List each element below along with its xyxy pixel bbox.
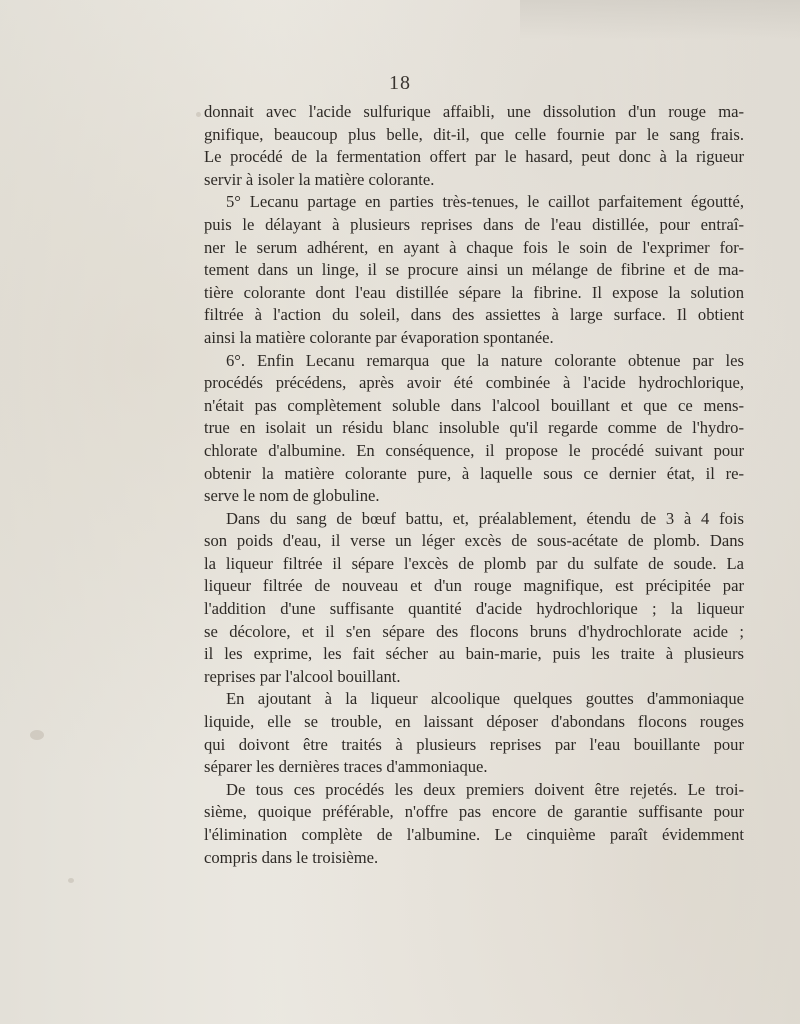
text-line: serve le nom de globuline.: [204, 486, 380, 506]
text-line: reprises par l'alcool bouillant.: [204, 666, 401, 686]
text-line: compris dans le troisième.: [204, 847, 379, 867]
text-line: En ajoutant à la liqueur alcoolique quelques gouttes d'ammoniaque: [226, 689, 744, 709]
text-line: donnait avec l'acide sulfurique affaibli, une dissolution d'un rouge ma-: [204, 102, 744, 121]
text-line: liqueur filtrée de nouveau et d'un rouge magnifique, est précipitée par: [204, 576, 744, 596]
text-line: puis le délayant à plusieurs reprises dans de l'eau distillée, pour entraî-: [204, 214, 744, 234]
text-line: 6°. Enfin Lecanu remarqua que la nature colorante obtenue par les: [226, 350, 744, 370]
text-line: chlorate d'albumine. En conséquence, il propose le procédé suivant pour: [204, 440, 744, 460]
page-number: 18: [389, 72, 411, 94]
text-line: 5° Lecanu partage en parties très-tenues, le caillot parfaitement égoutté,: [226, 192, 744, 212]
text-line: Le procédé de la fermentation offert par le hasard, peut donc à la rigueur: [204, 147, 744, 167]
text-line: ner le serum adhérent, en ayant à chaque fois le soin de l'exprimer for-: [204, 237, 744, 257]
text-line: true en isolait un résidu blanc insoluble qu'il regarde comme de l'hydro-: [204, 418, 744, 438]
text-line: gnifique, beaucoup plus belle, dit-il, que celle fournie par le sang frais.: [204, 124, 744, 144]
text-line: sième, quoique préférable, n'offre pas encore de garantie suffisante pour: [204, 802, 744, 822]
text-line: De tous ces procédés les deux premiers doivent être rejetés. Le troi-: [226, 779, 744, 799]
paragraph: [204, 350, 744, 508]
text-line: filtrée à l'action du soleil, dans des assiettes à large surface. Il obtient: [204, 305, 744, 325]
text-line: tement dans un linge, il se procure ainsi un mélange de fibrine et de ma-: [204, 260, 744, 280]
paragraph: [204, 779, 744, 869]
body-text: [204, 101, 744, 869]
paragraph: [204, 191, 744, 349]
text-line: séparer les dernières traces d'ammoniaque.: [204, 757, 488, 777]
text-line: n'était pas complètement soluble dans l'alcool bouillant et que ce mens-: [204, 395, 744, 415]
paper-stain: [30, 730, 44, 740]
text-line: se décolore, et il s'en sépare des flocons bruns d'hydrochlorate acide ;: [204, 621, 744, 641]
paper-stain: [68, 878, 74, 883]
text-line: procédés précédens, après avoir été combinée à l'acide hydrochlorique,: [204, 373, 744, 393]
text-line: ainsi la matière colorante par évaporation spontanée.: [204, 327, 554, 347]
text-line: Dans du sang de bœuf battu, et, préalablement, étendu de 3 à 4 fois: [226, 508, 744, 528]
text-line: liquide, elle se trouble, en laissant déposer d'abondans flocons rouges: [204, 712, 744, 732]
text-line: la liqueur filtrée il sépare l'excès de plomb par du sulfate de soude. La: [204, 553, 744, 573]
text-line: servir à isoler la matière colorante.: [204, 169, 435, 189]
paragraph: [204, 508, 744, 689]
show-through-bleed: [520, 0, 800, 40]
text-line: l'addition d'une suffisante quantité d'acide hydrochlorique ; la liqueur: [204, 599, 744, 619]
text-line: il les exprime, les fait sécher au bain-marie, puis les traite à plusieurs: [204, 644, 744, 664]
text-line: son poids d'eau, il verse un léger excès de sous-acétate de plomb. Dans: [204, 531, 744, 551]
text-line: tière colorante dont l'eau distillée sépare la fibrine. Il expose la solution: [204, 282, 744, 302]
text-line: obtenir la matière colorante pure, à laquelle sous ce dernier état, il re-: [204, 463, 744, 483]
text-line: qui doivont être traités à plusieurs reprises par l'eau bouillante pour: [204, 734, 744, 754]
paragraph: [204, 101, 744, 191]
paper-stain: [196, 112, 201, 117]
paragraph: [204, 688, 744, 778]
text-line: l'élimination complète de l'albumine. Le cinquième paraît évidemment: [204, 825, 744, 844]
